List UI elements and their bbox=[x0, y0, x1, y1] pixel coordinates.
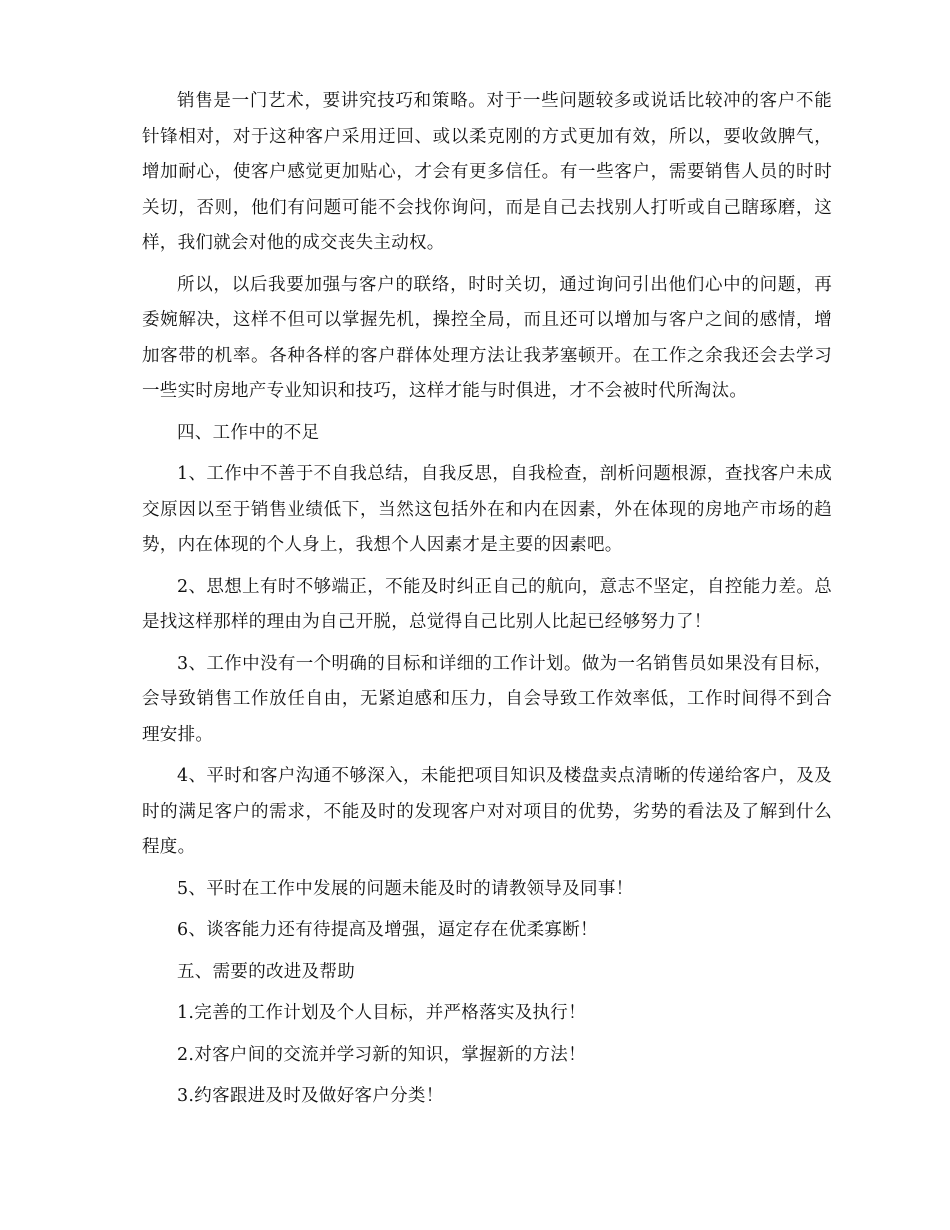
shortcoming-item-1: 1、工作中不善于不自我总结，自我反思，自我检查，剖析问题根源，查找客户未成交原因以至于销售业绩低下，当然这包括外在和内在因素，外在体现的房地产市场的趋势，内在体现的个人身上，我想个人因素才是主要的因素吧。 bbox=[142, 464, 832, 555]
document-body bbox=[142, 84, 832, 1121]
shortcoming-item-6: 6、谈客能力还有待提高及增强，逼定存在优柔寡断！ bbox=[177, 920, 598, 940]
improvement-item-1: 1.完善的工作计划及个人目标，并严格落实及执行！ bbox=[177, 1003, 586, 1023]
improvement-item-3: 3.约客跟进及时及做好客户分类！ bbox=[177, 1086, 444, 1106]
section-heading-shortcomings: 四、工作中的不足 bbox=[177, 422, 320, 443]
shortcoming-item-2: 2、思想上有时不够端正，不能及时纠正自己的航向，意志不坚定，自控能力差。总是找这样那样的理由为自己开脱，总觉得自己比别人比起已经够努力了！ bbox=[142, 576, 832, 632]
improvement-item-2: 2.对客户间的交流并学习新的知识，掌握新的方法！ bbox=[177, 1044, 586, 1065]
paragraph-sales-art: 销售是一门艺术，要讲究技巧和策略。对于一些问题较多或说话比较冲的客户不能针锋相对，对于这种客户采用迂回、或以柔克刚的方式更加有效，所以，要收敛脾气，增加耐心，使客户感觉更加贴心，才会有更多信任。有一些客户，需要销售人员的时时关切，否则，他们有问题可能不会找你询问，而是自己去找别人打听或自己瞎琢磨，这样，我们就会对他的成交丧失主动权。 bbox=[142, 91, 832, 253]
paragraph-customer-contact: 所以，以后我要加强与客户的联络，时时关切，通过询问引出他们心中的问题，再委婉解决，这样不但可以掌握先机，操控全局，而且还可以增加与客户之间的感情，增加客带的机率。各种各样的客户群体处理方法让我茅塞顿开。在工作之余我还会去学习一些实时房地产专业知识和技巧，这样才能与时俱进，才不会被时代所淘汰。 bbox=[142, 274, 832, 401]
shortcoming-item-4: 4、平时和客户沟通不够深入，未能把项目知识及楼盘卖点清晰的传递给客户，及及时的满足客户的需求，不能及时的发现客户对对项目的优势，劣势的看法及了解到什么程度。 bbox=[142, 766, 832, 857]
shortcoming-item-3: 3、工作中没有一个明确的目标和详细的工作计划。做为一名销售员如果没有目标，会导致销售工作放任自由，无紧迫感和压力，自会导致工作效率低，工作时间得不到合理安排。 bbox=[142, 653, 832, 745]
shortcoming-item-5: 5、平时在工作中发展的问题未能及时的请教领导及同事！ bbox=[177, 878, 634, 899]
section-heading-improvements: 五、需要的改进及帮助 bbox=[177, 961, 355, 982]
